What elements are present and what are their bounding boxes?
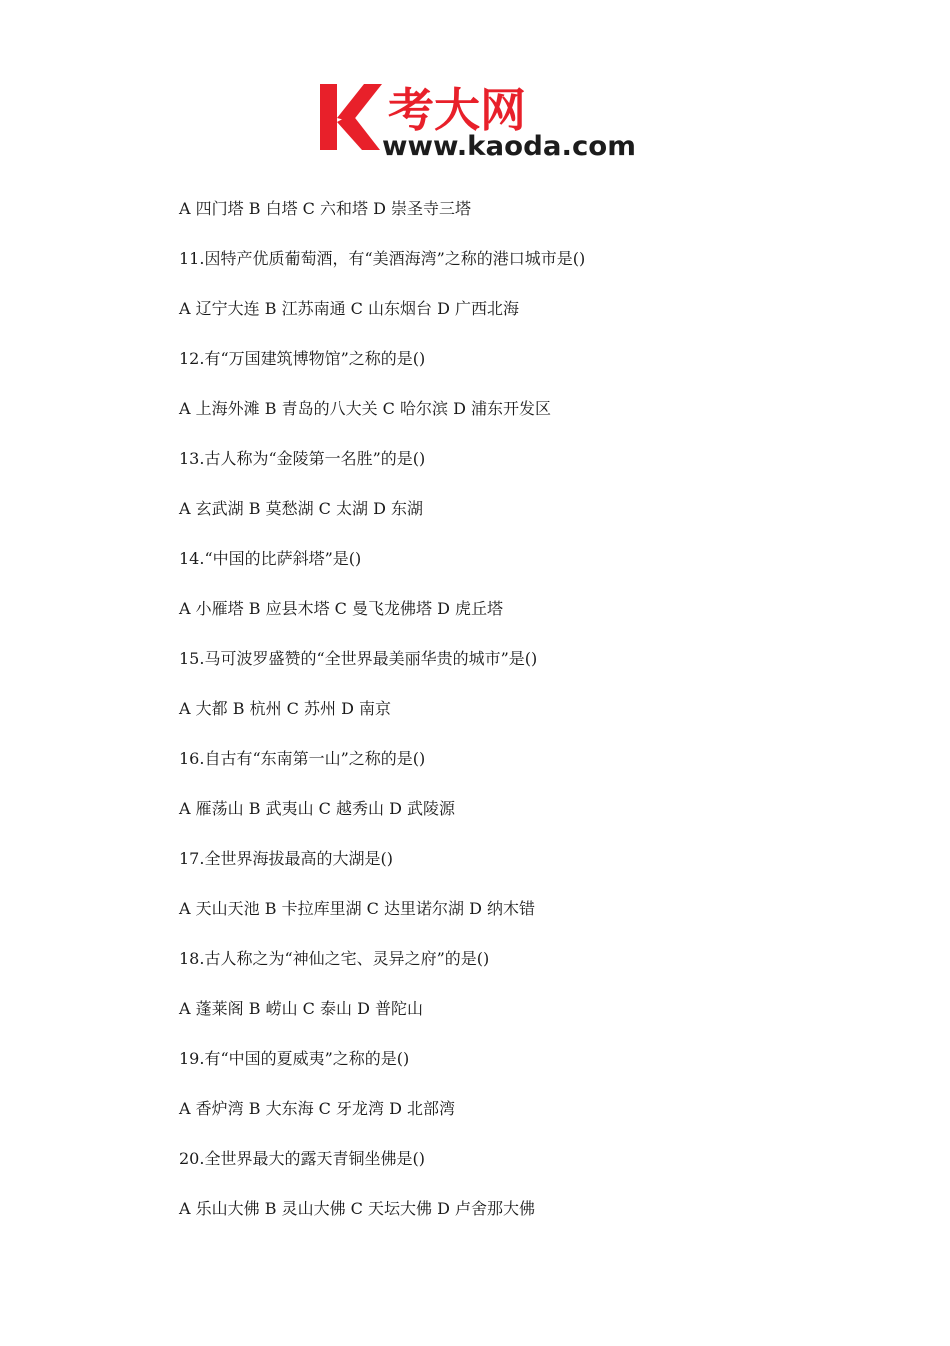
options-line-12: A 上海外滩 B 青岛的八大关 C 哈尔滨 D 浦东开发区 (179, 399, 551, 418)
options-line-18: A 蓬莱阁 B 崂山 C 泰山 D 普陀山 (179, 999, 423, 1018)
options-line-14: A 小雁塔 B 应县木塔 C 曼飞龙佛塔 D 虎丘塔 (179, 599, 503, 618)
logo-k-lower-arm (337, 114, 380, 150)
logo-brand-name: 考大网 (388, 83, 526, 137)
logo-k-stem (320, 84, 337, 150)
options-line-17: A 天山天池 B 卡拉库里湖 C 达里诺尔湖 D 纳木错 (179, 899, 535, 918)
question-16: 16.自古有“东南第一山”之称的是() (179, 749, 426, 768)
question-18: 18.古人称之为“神仙之宅、灵异之府”的是() (179, 949, 490, 968)
options-line-15: A 大都 B 杭州 C 苏州 D 南京 (179, 699, 391, 718)
question-13: 13.古人称为“金陵第一名胜”的是() (179, 449, 426, 468)
logo-url: www.kaoda.com (382, 131, 636, 160)
options-line-16: A 雁荡山 B 武夷山 C 越秀山 D 武陵源 (179, 799, 455, 818)
options-line-13: A 玄武湖 B 莫愁湖 C 太湖 D 东湖 (179, 499, 423, 518)
kaoda-logo-graphic (318, 78, 640, 160)
question-11: 11.因特产优质葡萄酒，有“美酒海湾”之称的港口城市是() (179, 249, 586, 268)
kaoda-logo[interactable] (318, 78, 640, 160)
question-15: 15.马可波罗盛赞的“全世界最美丽华贵的城市”是() (179, 649, 538, 668)
options-line-10: A 四门塔 B 白塔 C 六和塔 D 崇圣寺三塔 (179, 199, 471, 218)
question-17: 17.全世界海拔最高的大湖是() (179, 849, 393, 868)
options-line-20: A 乐山大佛 B 灵山大佛 C 天坛大佛 D 卢舍那大佛 (179, 1199, 535, 1218)
question-list (179, 196, 879, 1246)
options-line-11: A 辽宁大连 B 江苏南通 C 山东烟台 D 广西北海 (179, 299, 519, 318)
question-12: 12.有“万国建筑博物馆”之称的是() (179, 349, 426, 368)
logo-k-upper-arm (337, 84, 382, 122)
options-line-19: A 香炉湾 B 大东海 C 牙龙湾 D 北部湾 (179, 1099, 455, 1118)
question-14: 14.“中国的比萨斜塔”是() (179, 549, 362, 568)
question-19: 19.有“中国的夏威夷”之称的是() (179, 1049, 410, 1068)
question-20: 20.全世界最大的露天青铜坐佛是() (179, 1149, 425, 1168)
